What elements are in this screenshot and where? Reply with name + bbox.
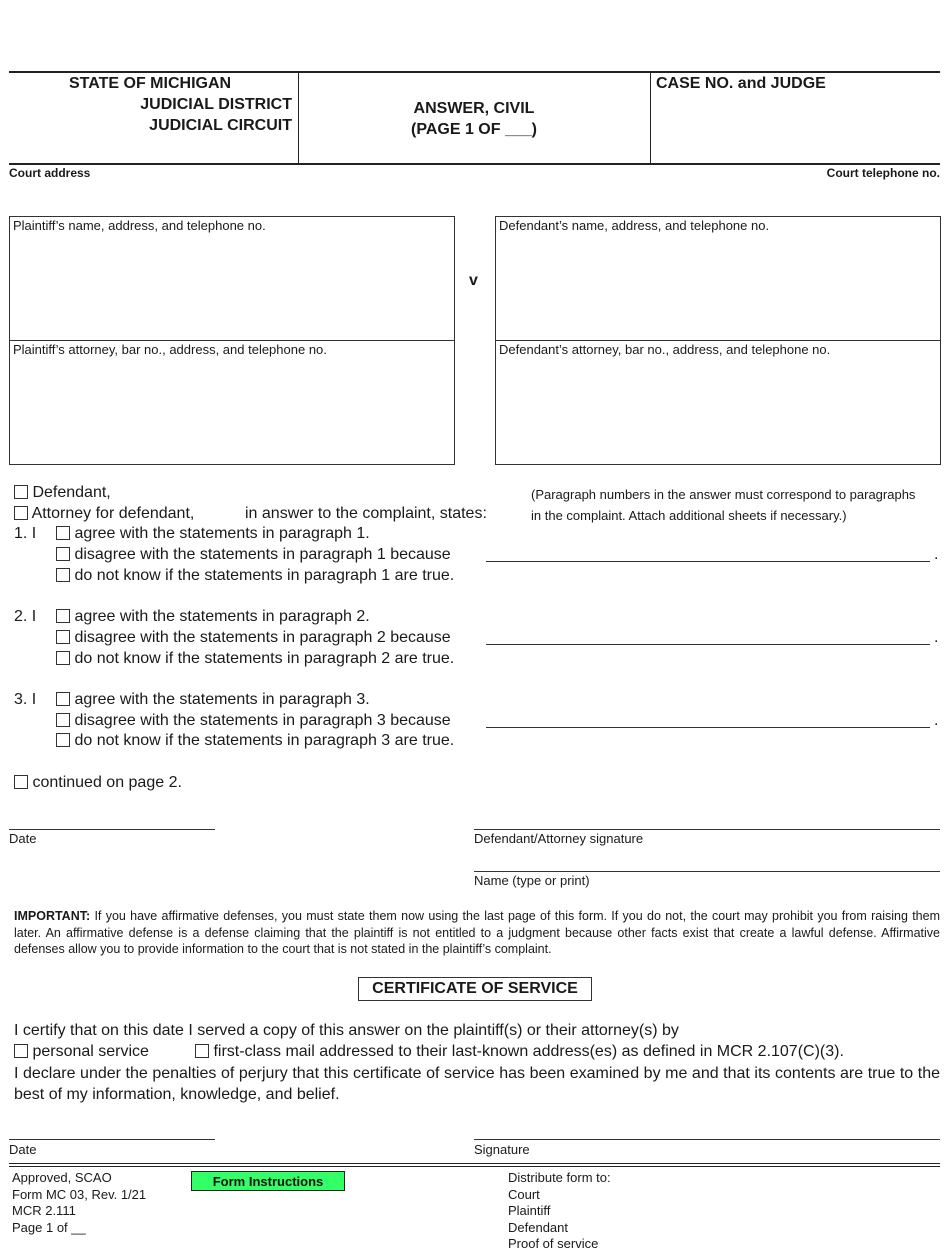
distribute-plaintiff: Plaintiff — [508, 1203, 551, 1218]
paragraph-1-unknown-checkbox[interactable] — [56, 568, 70, 582]
plaintiff-attorney-label: Plaintiff’s attorney, bar no., address, and telephone no. — [13, 342, 327, 357]
paragraph-note-1: (Paragraph numbers in the answer must correspond to paragraphs — [531, 487, 916, 502]
defendant-option-label: Defendant, — [32, 484, 111, 501]
states-label: in answer to the complaint, states: — [245, 505, 487, 522]
paragraph-1-disagree-label: disagree with the statements in paragraph 1 because — [74, 546, 451, 563]
case-no-judge-label: CASE NO. and JUDGE — [656, 75, 826, 92]
court-address-label: Court address — [9, 166, 91, 180]
important-notice — [14, 908, 940, 958]
distribute-defendant: Defendant — [508, 1220, 568, 1235]
paragraph-1-agree-checkbox[interactable] — [56, 526, 70, 540]
paragraph-1-disagree-checkbox[interactable] — [56, 547, 70, 561]
attorney-option — [14, 505, 194, 523]
paragraph-2-agree-label: agree with the statements in paragraph 2. — [74, 608, 370, 625]
paragraph-3-disagree — [56, 712, 451, 730]
signature-field[interactable] — [474, 829, 940, 830]
distribute-label: Distribute form to: — [508, 1170, 611, 1185]
paragraph-3-reason-field[interactable] — [486, 727, 930, 728]
paragraph-1-agree — [56, 525, 370, 543]
paragraph-2-disagree — [56, 629, 451, 647]
name-label: Name (type or print) — [474, 873, 590, 888]
attorney-option-label: Attorney for defendant, — [31, 505, 195, 522]
court-phone-label: Court telephone no. — [826, 166, 940, 180]
paragraph-2-disagree-label: disagree with the statements in paragraph 2 because — [74, 629, 451, 646]
footer-rule-1 — [9, 1163, 940, 1164]
name-field[interactable] — [474, 871, 940, 872]
paragraph-3-agree — [56, 691, 370, 709]
versus-label: v — [469, 272, 478, 289]
paragraph-3-disagree-label: disagree with the statements in paragraph 3 because — [74, 712, 451, 729]
judicial-circuit: JUDICIAL CIRCUIT — [149, 117, 292, 134]
footer-rule-2 — [9, 1166, 940, 1167]
distribute-proof: Proof of service — [508, 1236, 599, 1251]
paragraph-1-agree-label: agree with the statements in paragraph 1. — [74, 525, 370, 542]
judicial-district: JUDICIAL DISTRICT — [140, 96, 292, 113]
paragraph-3-unknown-checkbox[interactable] — [56, 733, 70, 747]
paragraph-2-unknown — [56, 650, 454, 668]
important-label: IMPORTANT: — [14, 909, 91, 923]
paragraph-1-unknown-label: do not know if the statements in paragraph 1 are true. — [74, 567, 455, 584]
form-number: Form MC 03, Rev. 1/21 — [12, 1187, 147, 1202]
paragraph-2-agree — [56, 608, 370, 626]
certificate-date-field[interactable] — [9, 1139, 215, 1140]
defendant-box[interactable] — [495, 216, 941, 341]
paragraph-3-agree-checkbox[interactable] — [56, 692, 70, 706]
certificate-line1: I certify that on this date I served a copy of this answer on the plaintiff(s) or their attorney(s) by — [14, 1022, 679, 1039]
defendant-attorney-label: Defendant’s attorney, bar no., address, and telephone no. — [499, 342, 831, 357]
paragraph-3-number: 3. I — [14, 691, 37, 708]
paragraph-3-unknown — [56, 732, 454, 750]
plaintiff-box[interactable] — [9, 216, 455, 341]
paragraph-1-disagree — [56, 546, 451, 564]
continued-option — [14, 774, 182, 792]
paragraph-2-period: . — [934, 629, 939, 646]
page-number: Page 1 of __ — [12, 1220, 86, 1235]
certificate-title: CERTIFICATE OF SERVICE — [358, 977, 592, 1001]
certificate-signature-label: Signature — [474, 1142, 530, 1157]
header-divider-right — [650, 72, 651, 164]
personal-service-checkbox[interactable] — [14, 1044, 28, 1058]
date-label: Date — [9, 831, 37, 846]
plaintiff-label: Plaintiff’s name, address, and telephone no. — [13, 218, 266, 233]
mail-service-label: first-class mail addressed to their last-known address(es) as defined in MCR 2.107(C)(3). — [213, 1043, 844, 1060]
mcr-reference: MCR 2.111 — [12, 1203, 76, 1218]
paragraph-2-unknown-label: do not know if the statements in paragraph 2 are true. — [74, 650, 455, 667]
header-top-rule — [9, 71, 940, 73]
defendant-option — [14, 484, 111, 502]
personal-service-option — [14, 1043, 149, 1061]
mail-service-option — [195, 1043, 844, 1061]
date-field[interactable] — [9, 829, 215, 830]
header-bottom-rule — [9, 163, 940, 165]
form-instructions-button[interactable]: Form Instructions — [191, 1171, 345, 1191]
defendant-checkbox[interactable] — [14, 485, 28, 499]
paragraph-2-disagree-checkbox[interactable] — [56, 630, 70, 644]
form-title: ANSWER, CIVIL — [413, 100, 535, 117]
personal-service-label: personal service — [32, 1043, 149, 1060]
header-divider-left — [298, 72, 299, 164]
paragraph-2-number: 2. I — [14, 608, 37, 625]
paragraph-note-2: in the complaint. Attach additional sheets if necessary.) — [531, 508, 847, 523]
state-title: STATE OF MICHIGAN — [69, 75, 232, 92]
important-text: If you have affirmative defenses, you must state them now using the last page of this form. If you do not, the court may prohibit you from raising them later. An affirmative defense is a defense claiming that the plaintiff is not entitled to a judgment because other facts exist that create a lawful defense. Affirmative defenses allow you to provide information to the court that is not stated in the plaintiff’s complaint. — [14, 909, 940, 956]
page-of: (PAGE 1 OF ___) — [411, 121, 537, 138]
attorney-checkbox[interactable] — [14, 506, 28, 520]
case-no-field[interactable] — [652, 96, 938, 160]
defendant-attorney-box[interactable] — [495, 340, 941, 465]
paragraph-1-number: 1. I — [14, 525, 37, 542]
paragraph-2-reason-field[interactable] — [486, 644, 930, 645]
approved-label: Approved, SCAO — [12, 1170, 112, 1185]
paragraph-2-unknown-checkbox[interactable] — [56, 651, 70, 665]
paragraph-2-agree-checkbox[interactable] — [56, 609, 70, 623]
continued-label: continued on page 2. — [32, 774, 182, 791]
continued-checkbox[interactable] — [14, 775, 28, 789]
paragraph-1-reason-field[interactable] — [486, 561, 930, 562]
distribute-court: Court — [508, 1187, 540, 1202]
paragraph-3-unknown-label: do not know if the statements in paragraph 3 are true. — [74, 732, 455, 749]
certificate-signature-field[interactable] — [474, 1139, 940, 1140]
paragraph-1-period: . — [934, 546, 939, 563]
paragraph-3-agree-label: agree with the statements in paragraph 3. — [74, 691, 370, 708]
mail-service-checkbox[interactable] — [195, 1044, 209, 1058]
paragraph-1-unknown — [56, 567, 454, 585]
plaintiff-attorney-box[interactable] — [9, 340, 455, 465]
defendant-label: Defendant’s name, address, and telephone no. — [499, 218, 770, 233]
paragraph-3-disagree-checkbox[interactable] — [56, 713, 70, 727]
perjury-declaration: I declare under the penalties of perjury that this certificate of service has been examined by me and that its contents are true to the best of my information, knowledge, and belief. — [14, 1065, 940, 1103]
certificate-date-label: Date — [9, 1142, 37, 1157]
paragraph-3-period: . — [934, 712, 939, 729]
signature-label: Defendant/Attorney signature — [474, 831, 644, 846]
